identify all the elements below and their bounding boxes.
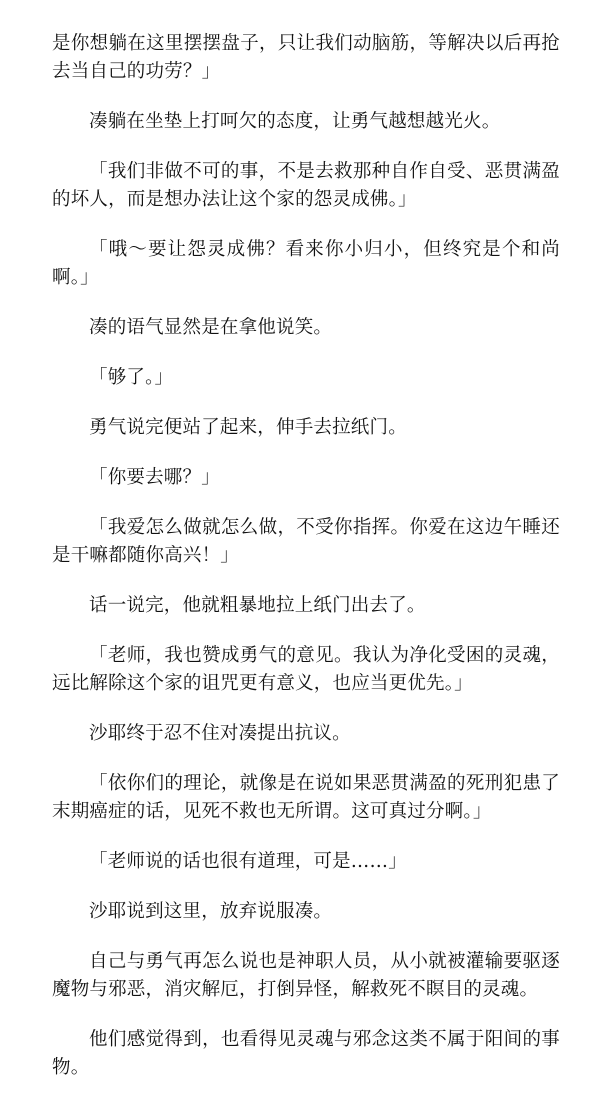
paragraph: 「我爱怎么做就怎么做，不受你指挥。你爱在这边午睡还是干嘛都随你高兴！」 [52, 517, 560, 566]
paragraph: 「我们非做不可的事，不是去救那种自作自受、恶贯满盈的坏人，而是想办法让这个家的怨灵成佛。」 [52, 161, 560, 210]
document-page [52, 30, 560, 1104]
paragraph: 凑躺在坐垫上打呵欠的态度，让勇气越想越光火。 [89, 111, 501, 132]
paragraph: 话一说完，他就粗暴地拉上纸门出去了。 [89, 595, 426, 616]
paragraph: 「老师说的话也很有道理，可是……」 [89, 851, 407, 872]
paragraph: 沙耶说到这里，放弃说服凑。 [89, 901, 333, 922]
paragraph: 凑的语气显然是在拿他说笑。 [89, 317, 333, 338]
paragraph: 他们感觉得到，也看得见灵魂与邪念这类不属于阳间的事物。 [52, 1029, 560, 1078]
paragraph: 「哦～要让怨灵成佛？看来你小归小，但终究是个和尚啊。」 [52, 239, 560, 288]
paragraph: 「够了。」 [89, 367, 174, 388]
paragraph: 自己与勇气再怎么说也是神职人员，从小就被灌输要驱逐魔物与邪恶，消灾解厄，打倒异怪，解救死不瞑目的灵魂。 [52, 951, 560, 1000]
paragraph: 「你要去哪？」 [89, 467, 220, 488]
paragraph: 「依你们的理论，就像是在说如果恶贯满盈的死刑犯患了末期癌症的话，见死不救也无所谓。这可真过分啊。」 [52, 773, 560, 822]
paragraph: 勇气说完便站了起来，伸手去拉纸门。 [89, 417, 407, 438]
paragraph: 沙耶终于忍不住对凑提出抗议。 [89, 723, 351, 744]
paragraph: 「老师，我也赞成勇气的意见。我认为净化受困的灵魂，远比解除这个家的诅咒更有意义，也应当更优先。」 [52, 645, 560, 694]
paragraph-continuation: 是你想躺在这里摆摆盘子，只让我们动脑筋，等解决以后再抢去当自己的功劳？」 [52, 33, 560, 82]
